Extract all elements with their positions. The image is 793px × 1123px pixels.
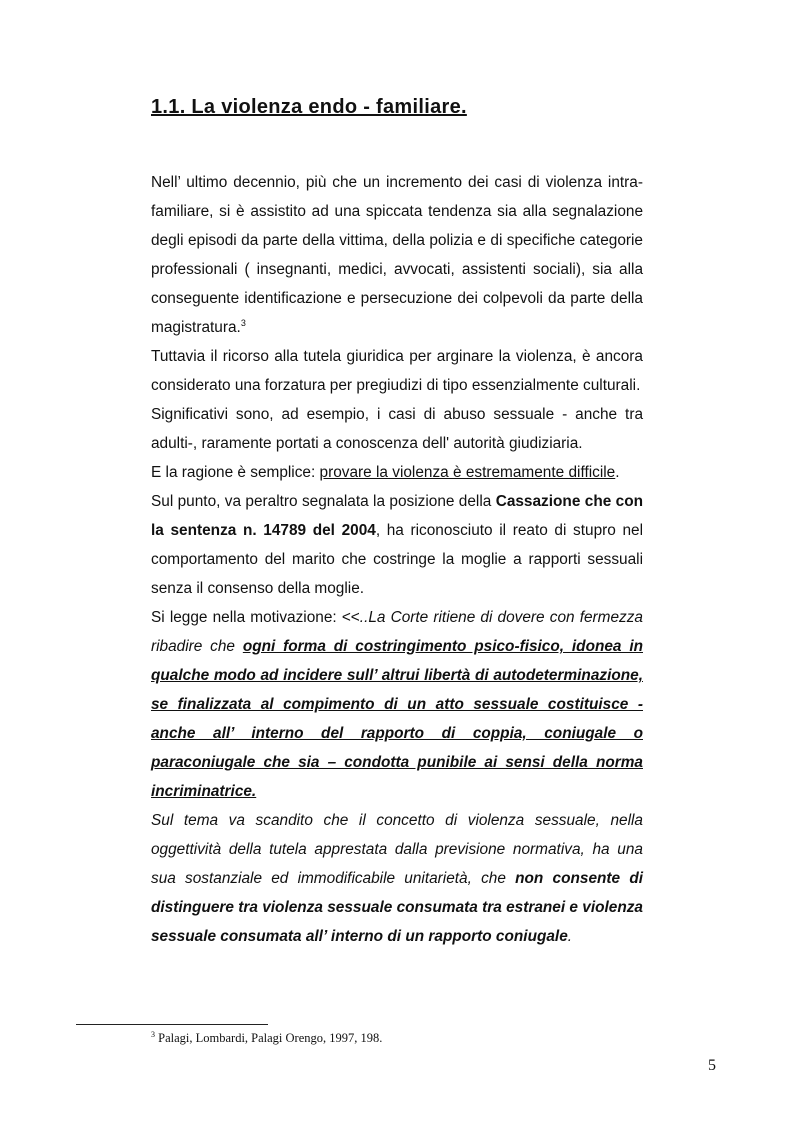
paragraph-2: Tuttavia il ricorso alla tutela giuridica per arginare la violenza, è ancora considerato una forzatura per pregiudizi di tipo essenzialmente culturali. xyxy=(151,348,643,394)
paragraph-5-rest: , ha riconosciuto il reato di stupro nel comportamento del marito che costringe la moglie a rapporti sessuali senza il consenso della moglie. xyxy=(151,522,643,597)
page-number: 5 xyxy=(708,1057,716,1074)
footnote-marker[interactable]: 3 xyxy=(240,317,246,328)
paragraph-4-end: . xyxy=(615,464,620,481)
paragraph-4-text: E la ragione è semplice: xyxy=(151,464,320,481)
quote-intro: ..La Corte ritiene di dovere con fermezza ribadire che xyxy=(151,609,643,655)
footnote xyxy=(151,1031,382,1046)
emphasized-conclusion: non consente di distinguere tra violenza sessuale consumata tra estranei e violenza sessuale consumata all’ interno di un rapporto coniugale xyxy=(151,870,643,945)
paragraph-7-end: . xyxy=(567,928,573,945)
paragraph-6 xyxy=(151,603,643,806)
quoted-ruling: ogni forma di costringimento psico-fisico, idonea in qualche modo ad incidere sull’ altrui libertà di autodeterminazione, se finalizzata al compimento di un atto sessuale costituisce - anche all’ interno del rapporto di coppia, coniugale o paraconiugale che sia – condotta punibile ai sensi della norma incriminatrice. xyxy=(151,638,643,800)
paragraph-1 xyxy=(151,168,643,342)
paragraph-4 xyxy=(151,458,643,487)
underlined-statement: provare la violenza è estremamente difficile xyxy=(319,464,616,481)
paragraph-6-text: Si legge nella motivazione: << xyxy=(151,609,360,626)
paragraph-7-text: Sul tema va scandito che il concetto di violenza sessuale, nella oggettività della tutela apprestata dalla previsione normativa, ha una sua sostanziale ed immodificabile unitarietà, che xyxy=(151,812,643,887)
paragraph-5 xyxy=(151,487,643,603)
paragraph-1-text: Nell’ ultimo decennio, più che un incremento dei casi di violenza intra-familiare, si è assistito ad una spiccata tendenza sia alla segnalazione degli episodi da parte della vittima, della polizia e di specifiche categorie professionali ( insegnanti, medici, avvocati, assistenti sociali), sia alla conseguente identificazione e persecuzione dei colpevoli da parte della magistratura. xyxy=(151,174,643,336)
paragraph-5-text: Sul punto, va peraltro segnalata la posizione della xyxy=(151,493,496,510)
paragraph-3: Significativi sono, ad esempio, i casi di abuso sessuale - anche tra adulti-, raramente portati a conoscenza dell' autorità giudiziaria. xyxy=(151,406,643,452)
court-ruling-reference: Cassazione che con la sentenza n. 14789 del 2004 xyxy=(151,493,644,539)
section-heading: 1.1. La violenza endo - familiare. xyxy=(151,96,467,118)
footnote-divider xyxy=(76,1024,268,1025)
footnote-number: 3 xyxy=(151,1029,155,1039)
paragraph-7 xyxy=(151,806,643,951)
body-text xyxy=(151,168,643,951)
footnote-text: Palagi, Lombardi, Palagi Orengo, 1997, 198. xyxy=(155,1031,383,1045)
